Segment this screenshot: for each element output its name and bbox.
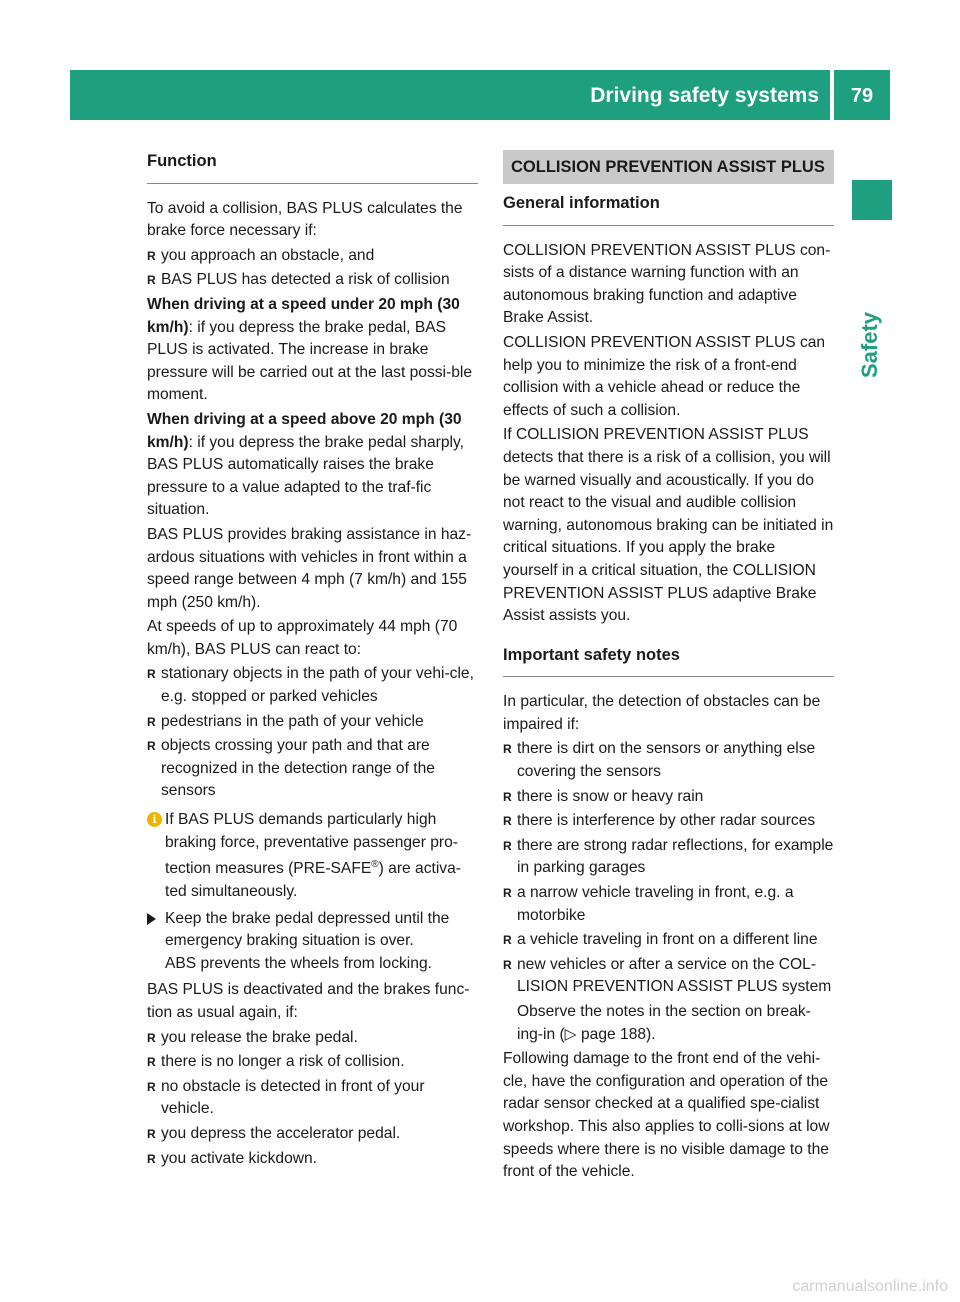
chapter-title: Driving safety systems xyxy=(590,84,819,107)
list-item: R there is dirt on the sensors or anything else covering the sensors xyxy=(503,740,816,781)
paragraph: Following damage to the front end of the vehi-cle, have the configuration and operation of the radar sensor checked at a qualified spe-cialist workshop. This also applies to colli-sions at low speeds where there is no visible damage to the front of the vehicle. xyxy=(503,1050,830,1181)
right-column xyxy=(503,150,834,1186)
section-title-box: COLLISION PREVENTION ASSIST PLUS xyxy=(503,150,834,184)
list-item: R no obstacle is detected in front of your vehicle. xyxy=(147,1077,425,1118)
list-item: R there are strong radar reflections, for example in parking garages xyxy=(503,836,834,877)
instruction-step: Keep the brake pedal depressed until the emergency braking situation is over. ABS prevents the wheels from locking. xyxy=(147,908,478,976)
bullet-icon: R xyxy=(503,933,512,948)
section-heading-function: Function xyxy=(147,150,478,184)
paragraph: In particular, the detection of obstacles can be impaired if: xyxy=(503,693,821,733)
cross-reference: Observe the notes in the section on break-ing-in (▷ page 188). xyxy=(517,1003,811,1043)
bullet-icon: R xyxy=(147,739,156,754)
paragraph: To avoid a collision, BAS PLUS calculates the brake force necessary if: xyxy=(147,199,463,240)
bullet-icon: R xyxy=(147,248,156,263)
side-tab-label: Safety xyxy=(857,311,882,379)
bullet-icon: R xyxy=(503,838,512,853)
list-item: R new vehicles or after a service on the COL-LISION PREVENTION ASSIST PLUS system xyxy=(503,955,832,996)
list-item: R you depress the accelerator pedal. xyxy=(147,1123,478,1146)
page-reference-arrow-icon[interactable]: ▷ xyxy=(564,1025,577,1043)
list-item: R you approach an obstacle, and xyxy=(147,245,478,268)
paragraph: BAS PLUS is deactivated and the brakes func-tion as usual again, if: xyxy=(147,981,470,1021)
paragraph: If COLLISION PREVENTION ASSIST PLUS detects that there is a risk of a collision, you will be warned visually and acoustically. If you do not react to the visual and audible collision warning, autonomous braking can be initiated in critical situations. If you apply the brake yourself in a critical situation, the COLLISION PREVENTION ASSIST PLUS adaptive Brake Assist assists you. xyxy=(503,426,834,625)
paragraph: BAS PLUS provides braking assistance in haz-ardous situations with vehicles in front within a speed range between 4 mph (7 km/h) and 155 mph (250 km/h). xyxy=(147,525,472,611)
list-item: R there is no longer a risk of collision. xyxy=(147,1051,478,1074)
step-arrow-icon xyxy=(147,913,156,925)
list-item: R pedestrians in the path of your vehicle xyxy=(147,711,478,734)
info-icon: i xyxy=(147,812,162,827)
list-item: R there is snow or heavy rain xyxy=(503,786,834,809)
section-heading-safety-notes: Important safety notes xyxy=(503,644,834,678)
bullet-icon: R xyxy=(147,1055,156,1070)
bullet-icon: R xyxy=(147,714,156,729)
step-result: ABS prevents the wheels from locking. xyxy=(165,954,432,972)
bullet-icon: R xyxy=(503,742,512,757)
section-heading-general: General information xyxy=(503,192,834,226)
list-item: R objects crossing your path and that are recognized in the detection range of the sensors xyxy=(147,737,435,800)
bullet-icon: R xyxy=(147,667,156,682)
list-item: R BAS PLUS has detected a risk of collision xyxy=(147,269,478,292)
list-item: R a vehicle traveling in front on a different line xyxy=(503,929,834,952)
bullet-icon: R xyxy=(503,886,512,901)
paragraph: When driving at a speed above 20 mph (30 km/h): if you depress the brake pedal sharply, BAS PLUS automatically raises the brake pressure to a value adapted to the traf-fic situation. xyxy=(147,410,464,519)
list-item: R you release the brake pedal. xyxy=(147,1027,478,1050)
bullet-icon: R xyxy=(147,1126,156,1141)
list-item: R stationary objects in the path of your vehi-cle, e.g. stopped or parked vehicles xyxy=(147,665,474,706)
bullet-icon: R xyxy=(147,1151,156,1166)
list-item: R you activate kickdown. xyxy=(147,1148,478,1171)
page-number: 79 xyxy=(850,85,874,107)
list-item: R a narrow vehicle traveling in front, e.g. a motorbike xyxy=(503,884,794,924)
list-item: R there is interference by other radar sources xyxy=(503,810,834,833)
bullet-icon: R xyxy=(503,957,512,972)
paragraph: COLLISION PREVENTION ASSIST PLUS can help you to minimize the risk of a front-end collision with a vehicle ahead or reduce the effects of such a collision. xyxy=(503,333,826,419)
paragraph: At speeds of up to approximately 44 mph (70 km/h), BAS PLUS can react to: xyxy=(147,618,458,658)
bullet-icon: R xyxy=(503,814,512,829)
bullet-icon: R xyxy=(503,789,512,804)
watermark: carmanualsonline.info xyxy=(792,1278,948,1295)
paragraph: When driving at a speed under 20 mph (30 km/h): if you depress the brake pedal, BAS PLUS is activated. The increase in brake pressure will be carried out at the last possi-ble moment. xyxy=(147,295,473,404)
bullet-icon: R xyxy=(147,1079,156,1094)
bullet-icon: R xyxy=(147,273,156,288)
info-note: i If BAS PLUS demands particularly high braking force, preventative passenger pro-tection measures (PRE-SAFE®) are activa-ted simultaneously. xyxy=(147,809,478,904)
left-column xyxy=(147,150,478,1172)
paragraph: COLLISION PREVENTION ASSIST PLUS con-sists of a distance warning function with an autonomous braking function and adaptive Brake Assist. xyxy=(503,241,831,327)
side-tab-marker xyxy=(852,180,892,220)
bullet-icon: R xyxy=(147,1030,156,1045)
